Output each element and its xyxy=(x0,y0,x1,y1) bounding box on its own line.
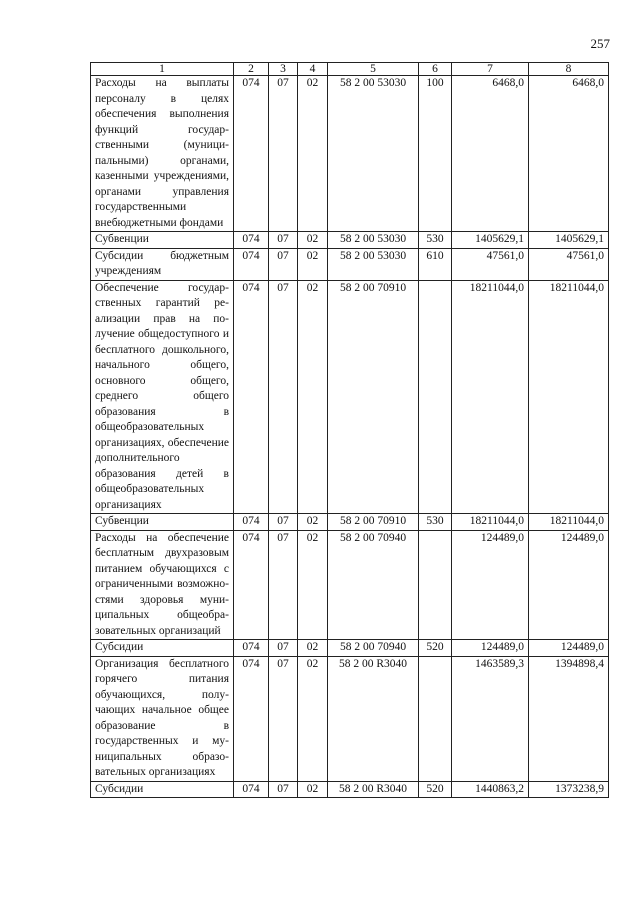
page-number: 257 xyxy=(590,36,610,51)
amount-col7: 47561,0 xyxy=(452,248,529,280)
row-name: Субсидии xyxy=(91,640,234,657)
section-code: 07 xyxy=(269,640,298,657)
subsection-code: 02 xyxy=(298,656,328,781)
expense-type-code xyxy=(419,280,452,514)
header-cell: 8 xyxy=(529,63,609,76)
table-row xyxy=(91,781,609,798)
amount-col8: 124489,0 xyxy=(529,640,609,657)
row-name: Субвенции xyxy=(91,232,234,249)
subsection-code: 02 xyxy=(298,232,328,249)
ved-code: 074 xyxy=(234,248,269,280)
expense-type-code: 520 xyxy=(419,781,452,798)
ved-code: 074 xyxy=(234,656,269,781)
ved-code: 074 xyxy=(234,514,269,531)
ved-code: 074 xyxy=(234,640,269,657)
amount-col7: 18211044,0 xyxy=(452,514,529,531)
section-code: 07 xyxy=(269,280,298,514)
expense-type-code xyxy=(419,530,452,640)
ved-code: 074 xyxy=(234,530,269,640)
ved-code: 074 xyxy=(234,781,269,798)
row-name: Организация бесплатного горячего питания обучающихся, получающих начальное общее образование в государственных и муниципальных образовательных организациях xyxy=(91,656,234,781)
header-row xyxy=(91,63,609,76)
subsection-code: 02 xyxy=(298,514,328,531)
section-code: 07 xyxy=(269,656,298,781)
subsection-code: 02 xyxy=(298,530,328,640)
amount-col8: 124489,0 xyxy=(529,530,609,640)
amount-col7: 6468,0 xyxy=(452,76,529,232)
table-row xyxy=(91,656,609,781)
header-cell: 2 xyxy=(234,63,269,76)
section-code: 07 xyxy=(269,76,298,232)
table-row xyxy=(91,76,609,232)
target-article-code: 58 2 00 70940 xyxy=(328,640,419,657)
amount-col7: 1405629,1 xyxy=(452,232,529,249)
expense-type-code: 530 xyxy=(419,232,452,249)
ved-code: 074 xyxy=(234,232,269,249)
target-article-code: 58 2 00 53030 xyxy=(328,248,419,280)
header-cell: 6 xyxy=(419,63,452,76)
header-cell: 4 xyxy=(298,63,328,76)
amount-col7: 124489,0 xyxy=(452,530,529,640)
subsection-code: 02 xyxy=(298,248,328,280)
target-article-code: 58 2 00 R3040 xyxy=(328,781,419,798)
section-code: 07 xyxy=(269,248,298,280)
target-article-code: 58 2 00 70910 xyxy=(328,280,419,514)
expense-type-code: 520 xyxy=(419,640,452,657)
header-cell: 1 xyxy=(91,63,234,76)
table-row xyxy=(91,280,609,514)
header-cell: 7 xyxy=(452,63,529,76)
table-row xyxy=(91,530,609,640)
section-code: 07 xyxy=(269,514,298,531)
table-row xyxy=(91,640,609,657)
ved-code: 074 xyxy=(234,76,269,232)
amount-col7: 124489,0 xyxy=(452,640,529,657)
amount-col7: 18211044,0 xyxy=(452,280,529,514)
row-name: Расходы на выплаты персоналу в целях обеспечения выполнения функций государственными (муниципальными) органами, казенными учреждениями, органами управления государственными внебюджетными фондами xyxy=(91,76,234,232)
amount-col8: 6468,0 xyxy=(529,76,609,232)
row-name: Субсидии бюджетным учреждениям xyxy=(91,248,234,280)
target-article-code: 58 2 00 53030 xyxy=(328,76,419,232)
budget-table xyxy=(90,62,609,798)
row-name: Расходы на обеспечение бесплатным двухразовым питанием обучающихся с ограниченными возможностями здоровья муниципальных общеобразовательных организаций xyxy=(91,530,234,640)
amount-col8: 1394898,4 xyxy=(529,656,609,781)
target-article-code: 58 2 00 70940 xyxy=(328,530,419,640)
amount-col7: 1463589,3 xyxy=(452,656,529,781)
header-cell: 5 xyxy=(328,63,419,76)
expense-type-code: 100 xyxy=(419,76,452,232)
subsection-code: 02 xyxy=(298,76,328,232)
header-cell: 3 xyxy=(269,63,298,76)
table-row xyxy=(91,514,609,531)
subsection-code: 02 xyxy=(298,781,328,798)
target-article-code: 58 2 00 53030 xyxy=(328,232,419,249)
amount-col8: 18211044,0 xyxy=(529,280,609,514)
table-row xyxy=(91,232,609,249)
amount-col7: 1440863,2 xyxy=(452,781,529,798)
amount-col8: 47561,0 xyxy=(529,248,609,280)
table-row xyxy=(91,248,609,280)
expense-type-code xyxy=(419,656,452,781)
row-name: Субсидии xyxy=(91,781,234,798)
row-name: Обеспечение государственных гарантий реализации прав на получение общедоступного и бесплатного дошкольного, начального общего, основного общего, среднего общего образования в общеобразовательных организациях, обеспечение дополнительного образования детей в общеобразовательных организациях xyxy=(91,280,234,514)
subsection-code: 02 xyxy=(298,280,328,514)
amount-col8: 1405629,1 xyxy=(529,232,609,249)
amount-col8: 1373238,9 xyxy=(529,781,609,798)
expense-type-code: 610 xyxy=(419,248,452,280)
expense-type-code: 530 xyxy=(419,514,452,531)
ved-code: 074 xyxy=(234,280,269,514)
section-code: 07 xyxy=(269,530,298,640)
section-code: 07 xyxy=(269,781,298,798)
target-article-code: 58 2 00 70910 xyxy=(328,514,419,531)
target-article-code: 58 2 00 R3040 xyxy=(328,656,419,781)
row-name: Субвенции xyxy=(91,514,234,531)
amount-col8: 18211044,0 xyxy=(529,514,609,531)
subsection-code: 02 xyxy=(298,640,328,657)
section-code: 07 xyxy=(269,232,298,249)
